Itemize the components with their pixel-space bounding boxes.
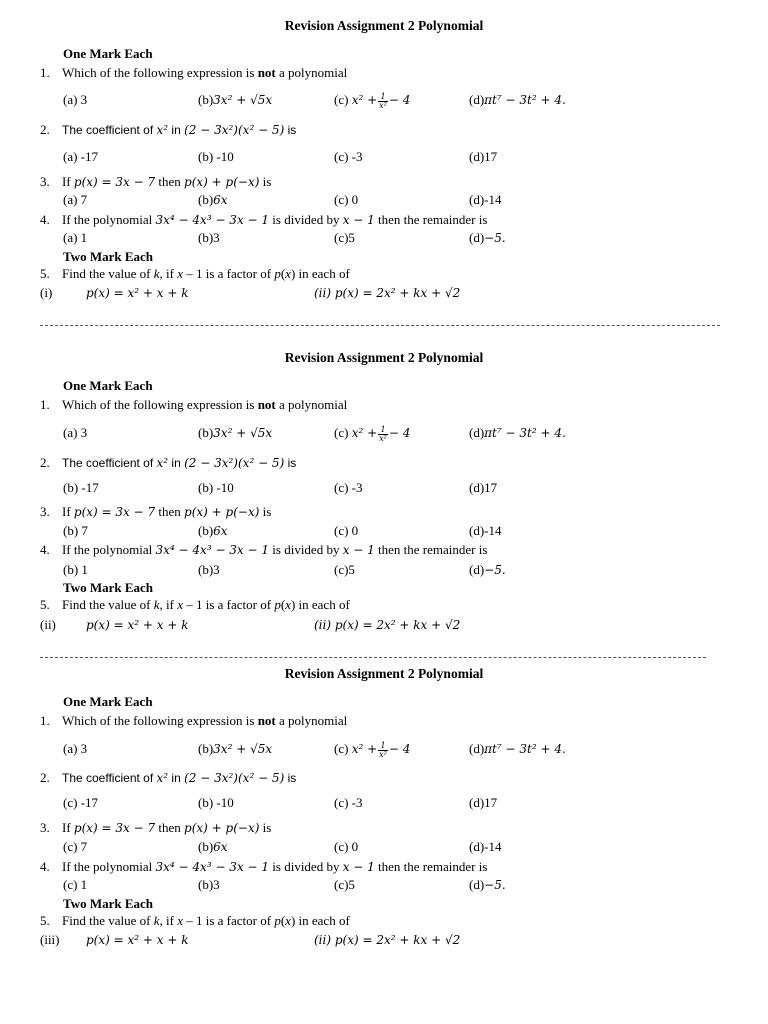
- option-a: (a) 3: [63, 92, 88, 107]
- option-a: (b) 7: [63, 523, 88, 538]
- question-number: 4.: [40, 542, 50, 557]
- question-number: 1.: [40, 65, 50, 80]
- question-2-text: The coefficient of x² in (2 − 3x²)(x² − 5) is: [62, 456, 297, 470]
- question-1-text: Which of the following expression is not a polynomial: [62, 397, 348, 412]
- option-d: (d)17: [469, 480, 498, 495]
- question-4-text: If the polynomial 3x⁴ − 4x³ − 3x − 1 is divided by x − 1 then the remainder is: [62, 542, 488, 557]
- question-number: 3.: [40, 504, 50, 519]
- sub-question-label: (ii): [40, 617, 56, 632]
- option-a: (c) 7: [63, 839, 88, 854]
- question-4-text: If the polynomial 3x⁴ − 4x³ − 3x − 1 is divided by x − 1 then the remainder is: [62, 212, 488, 227]
- option-a: (b) -17: [63, 480, 99, 495]
- question-number: 2.: [40, 122, 50, 137]
- question-number: 3.: [40, 174, 50, 189]
- question-number: 2.: [40, 770, 50, 785]
- question-5-text: Find the value of k, if x – 1 is a factor of p(x) in each of: [62, 913, 350, 928]
- section-heading-two-mark: Two Mark Each: [63, 249, 154, 264]
- option-b: (b)6x: [198, 523, 228, 538]
- question-number: 5.: [40, 913, 50, 928]
- option-b: (b)3: [198, 877, 220, 892]
- sub-question-label: (i): [40, 285, 53, 300]
- divider: [40, 325, 720, 326]
- option-d: (d)17: [469, 795, 498, 810]
- option-b: (b)6x: [198, 839, 228, 854]
- option-d: (d)−5.: [469, 562, 506, 577]
- option-c: (c) -3: [334, 480, 363, 495]
- question-2-text: The coefficient of x² in (2 − 3x²)(x² − 5) is: [62, 771, 297, 785]
- question-number: 3.: [40, 820, 50, 835]
- page-title: Revision Assignment 2 Polynomial: [284, 666, 484, 681]
- assignment-sheet-1: [0, 15, 768, 331]
- question-4-text: If the polynomial 3x⁴ − 4x³ − 3x − 1 is divided by x − 1 then the remainder is: [62, 859, 488, 874]
- question-5-text: Find the value of k, if x – 1 is a factor of p(x) in each of: [62, 266, 350, 281]
- option-c: (c) x² + $\frac{1}{\text{x²}}$ − 4: [334, 740, 411, 759]
- option-c: (c) 0: [334, 839, 359, 854]
- option-d: (d)−5.: [469, 230, 506, 245]
- question-5-text: Find the value of k, if x – 1 is a factor of p(x) in each of: [62, 597, 350, 612]
- section-heading-one-mark: One Mark Each: [63, 46, 153, 61]
- assignment-sheet-3: [0, 663, 768, 979]
- option-d: (d)πt⁷ − 3t² + 4.: [469, 425, 566, 440]
- option-c: (c) 0: [334, 192, 359, 207]
- option-c: (c) -3: [334, 795, 363, 810]
- sub-question-a: p(x) = x² + x + k: [86, 933, 189, 947]
- option-b: (b) -10: [198, 795, 234, 810]
- option-d: (d)-14: [469, 192, 502, 207]
- assignment-sheet-2: [0, 347, 768, 663]
- question-1-text: Which of the following expression is not a polynomial: [62, 65, 348, 80]
- option-c: (c)5: [334, 877, 355, 892]
- option-a: (b) 1: [63, 562, 88, 577]
- option-c: (c) x² + $\frac{1}{\text{x²}}$ − 4: [334, 424, 411, 443]
- fraction: $\frac{1}{\text{x²}}$: [379, 424, 387, 443]
- sub-question-a: p(x) = x² + x + k: [86, 286, 189, 300]
- question-number: 4.: [40, 212, 50, 227]
- option-d: (d)πt⁷ − 3t² + 4.: [469, 741, 566, 756]
- question-number: 2.: [40, 455, 50, 470]
- option-b: (b)3: [198, 562, 220, 577]
- section-heading-one-mark: One Mark Each: [63, 378, 153, 393]
- option-c: (c) -3: [334, 149, 363, 164]
- fraction: $\frac{1}{\text{x²}}$: [379, 91, 387, 110]
- option-a: (a) 1: [63, 230, 88, 245]
- question-number: 1.: [40, 397, 50, 412]
- option-a: (a) 3: [63, 741, 88, 756]
- option-b: (b)3: [198, 230, 220, 245]
- option-c: (c)5: [334, 562, 355, 577]
- option-b: (b)3x² + √5x: [198, 92, 273, 107]
- divider: [40, 657, 706, 658]
- option-a: (c) 1: [63, 877, 88, 892]
- option-c: (c) x² + $\frac{1}{\text{x²}}$ − 4: [334, 91, 411, 110]
- option-d: (d)-14: [469, 523, 502, 538]
- option-b: (b)6x: [198, 192, 228, 207]
- option-c: (c) 0: [334, 523, 359, 538]
- question-number: 5.: [40, 597, 50, 612]
- sub-question-b: (ii) p(x) = 2x² + kx + √2: [314, 933, 461, 947]
- option-b: (b)3x² + √5x: [198, 741, 273, 756]
- option-a: (c) -17: [63, 795, 99, 810]
- option-a: (a) 3: [63, 425, 88, 440]
- option-d: (d)πt⁷ − 3t² + 4.: [469, 92, 566, 107]
- sub-question-b: (ii) p(x) = 2x² + kx + √2: [314, 618, 461, 632]
- option-c: (c)5: [334, 230, 355, 245]
- fraction: $\frac{1}{\text{x²}}$: [379, 740, 387, 759]
- option-d: (d)17: [469, 149, 498, 164]
- question-number: 4.: [40, 859, 50, 874]
- question-1-text: Which of the following expression is not a polynomial: [62, 713, 348, 728]
- option-a: (a) -17: [63, 149, 99, 164]
- sub-question-a: p(x) = x² + x + k: [86, 618, 189, 632]
- page-title: Revision Assignment 2 Polynomial: [284, 350, 484, 365]
- question-number: 1.: [40, 713, 50, 728]
- question-3-text: If p(x) = 3x − 7 then p(x) + p(−x) is: [62, 504, 272, 519]
- option-a: (a) 7: [63, 192, 88, 207]
- section-heading-two-mark: Two Mark Each: [63, 896, 154, 911]
- option-b: (b) -10: [198, 480, 234, 495]
- section-heading-one-mark: One Mark Each: [63, 694, 153, 709]
- question-3-text: If p(x) = 3x − 7 then p(x) + p(−x) is: [62, 820, 272, 835]
- question-3-text: If p(x) = 3x − 7 then p(x) + p(−x) is: [62, 174, 272, 189]
- option-d: (d)-14: [469, 839, 502, 854]
- sub-question-b: (ii) p(x) = 2x² + kx + √2: [314, 286, 461, 300]
- option-b: (b) -10: [198, 149, 234, 164]
- question-number: 5.: [40, 266, 50, 281]
- option-b: (b)3x² + √5x: [198, 425, 273, 440]
- sub-question-label: (iii): [40, 932, 60, 947]
- section-heading-two-mark: Two Mark Each: [63, 580, 154, 595]
- page-title: Revision Assignment 2 Polynomial: [284, 18, 484, 33]
- option-d: (d)−5.: [469, 877, 506, 892]
- question-2-text: The coefficient of x² in (2 − 3x²)(x² − 5) is: [62, 123, 297, 137]
